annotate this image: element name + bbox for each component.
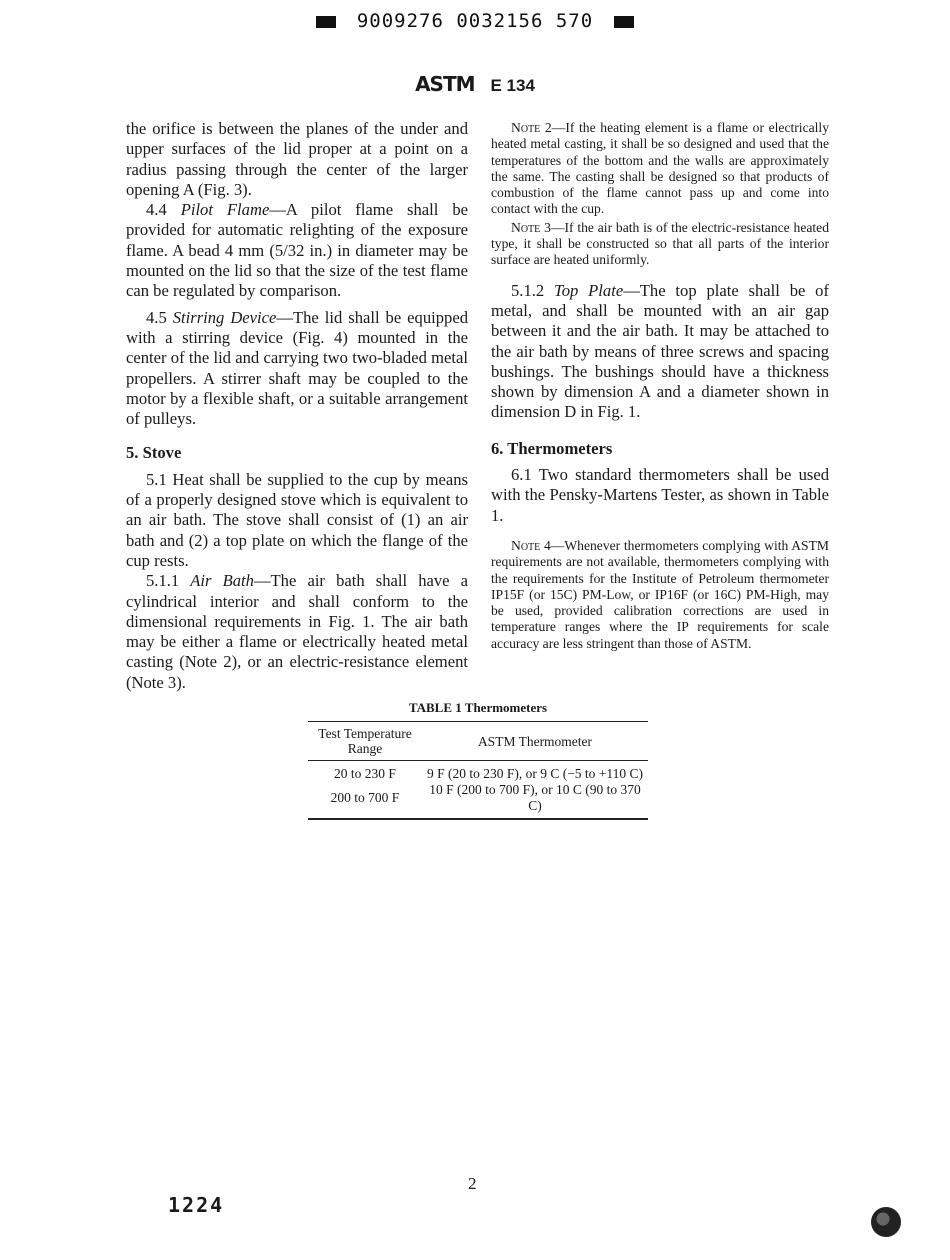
section-5-1: 5.1 Heat shall be supplied to the cup by means of a properly designed stove which is equivalent to an air bath. The stove shall consist of (1) an air bath and (2) a top plate on which the flange of the cup rests. [126, 469, 468, 570]
paragraph-orifice: the orifice is between the planes of the under and upper surfaces of the lid proper at a point on a radius passing through the center of the larger opening A (Fig. 3). [126, 119, 468, 199]
document-code: 9009276 0032156 570 [356, 10, 594, 32]
note-label: Note 2 [511, 120, 552, 135]
section-title: Air Bath [190, 571, 254, 591]
heading-thermometers: 6. Thermometers [491, 438, 613, 458]
stamp-icon [871, 1207, 901, 1237]
barcode-block-left [316, 16, 336, 28]
section-text: —The top plate shall be of metal, and shall be mounted with an air gap between it and the air bath. It may be attached to the air bath by means of three screws and spacing bushings. The bushings should have a thickness shown by dimension A and a diameter shown in dimension D in Fig. 1. [491, 280, 830, 422]
section-4-4 [126, 200, 468, 301]
section-number: 5.1.1 [146, 571, 180, 591]
section-title: Stirring Device [172, 307, 277, 327]
section-5-1-1 [126, 571, 468, 693]
note-2 [491, 120, 829, 218]
table-cell-range: 200 to 700 F [330, 790, 400, 805]
section-number: 5.1.2 [511, 280, 545, 300]
section-4-5 [126, 308, 468, 430]
table-cell-range: 20 to 230 F [334, 766, 396, 781]
barcode-block-right [614, 16, 634, 28]
note-label: Note 4 [511, 537, 551, 553]
section-title: Top Plate [554, 280, 624, 300]
note-text: —If the air bath is of the electric-resistance heated type, it shall be constructed so that all parts of the interior surface are heated uniformly. [491, 219, 829, 268]
note-text: —Whenever thermometers complying with ASTM requirements are not available, thermometers complying with the requirements for the Institute of Petroleum thermometer IP15F (or 15C) PM-Low, or IP16F (or 16C) PM-High, may be used, provided calibration corrections are used in temperature ranges where the IP requirements for scale accuracy are less stringent than those of ASTM. [491, 537, 830, 651]
document-code-line [0, 10, 950, 32]
note-3 [491, 220, 829, 269]
section-6-1: 6.1 Two standard thermometers shall be used with the Pensky-Martens Tester, as shown in Table 1. [491, 465, 829, 525]
table-cell-thermometer: 10 F (200 to 700 F), or 10 C (90 to 370 C) [429, 782, 641, 813]
section-number: 4.4 [146, 200, 167, 220]
table-thermometers [308, 700, 648, 820]
table-header-range: Test Temperature Range [318, 726, 412, 756]
heading-stove: 5. Stove [126, 443, 182, 463]
section-5-1-2 [491, 281, 829, 423]
table-grid [308, 721, 648, 820]
section-title: Pilot Flame [180, 200, 270, 220]
page-number: 2 [468, 1174, 477, 1193]
astm-logo-icon: ASTM [415, 72, 475, 96]
table-cell-thermometer: 9 F (20 to 230 F), or 9 C (−5 to +110 C) [426, 766, 644, 781]
left-column [126, 119, 468, 693]
right-column [491, 120, 829, 652]
table-row [308, 782, 648, 819]
table-header-thermometer: ASTM Thermometer [477, 733, 593, 749]
note-label: Note 3 [511, 219, 551, 235]
note-4 [491, 538, 829, 652]
page-header [0, 72, 950, 96]
section-text: —The lid shall be equipped with a stirring device (Fig. 4) mounted in the center of the lid and carrying two two-bladed metal propellers. A stirrer shaft may be coupled to the motor by a flexible shaft, or a suitable arrangement of pulleys. [126, 307, 468, 429]
section-text: —The air bath shall have a cylindrical interior and shall conform to the dimensional requirements in Fig. 1. The air bath may be either a flame or electrically heated metal casting (Note 2), or an electric-resistance element (Note 3). [126, 571, 468, 692]
section-number: 4.5 [146, 307, 167, 327]
table-header-row [308, 722, 648, 761]
standard-designation: E 134 [490, 76, 535, 95]
section-text: —A pilot flame shall be provided for automatic relighting of the exposure flame. A bead 4 mm (5/32 in.) in diameter may be mounted on the lid so that the size of the test flame can be regulated by comparison. [126, 200, 468, 301]
footer-left-number: 1224 [168, 1193, 225, 1217]
note-text: —If the heating element is a flame or electrically heated metal casting, it shall be so designed and used that the temperatures of the bottom and the walls are approximately the same. The casting shall be designed so that products of combustion of the flame cannot pass up and come into contact with the cup. [491, 120, 829, 217]
table-row [308, 761, 648, 783]
table-caption: TABLE 1 Thermometers [408, 700, 548, 715]
